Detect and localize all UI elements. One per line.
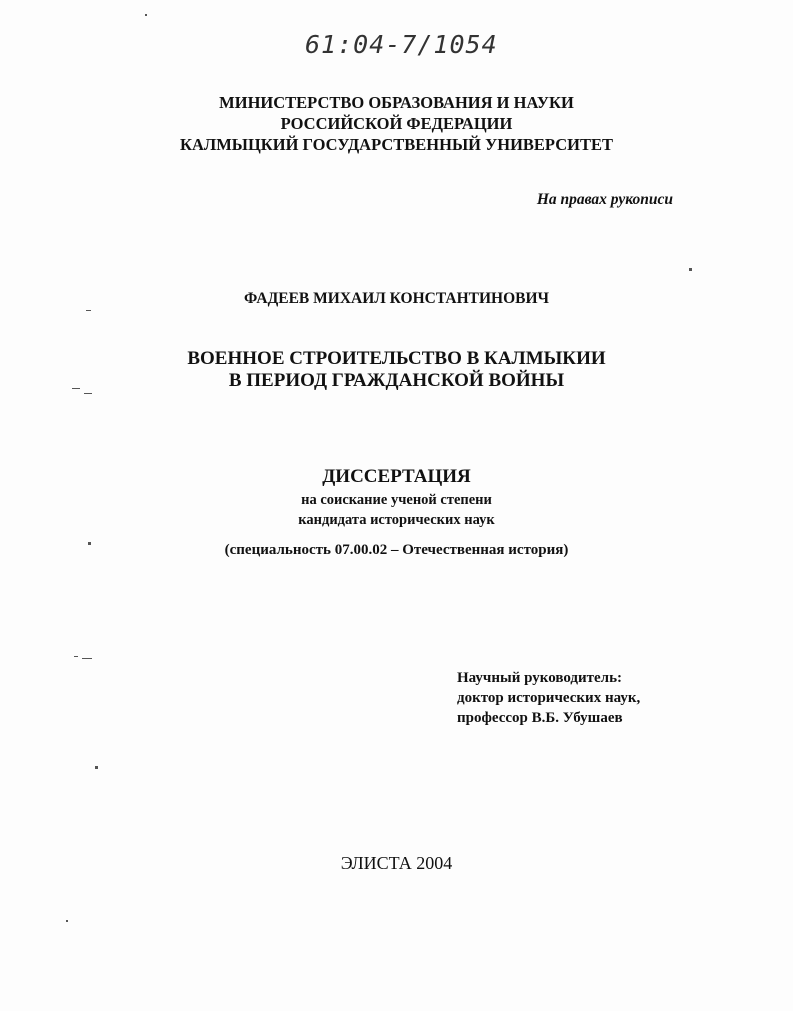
dissertation-title: [0, 348, 793, 392]
work-type: ДИССЕРТАЦИЯ: [322, 466, 471, 487]
title-line: ВОЕННОЕ СТРОИТЕЛЬСТВО В КАЛМЫКИИ: [187, 348, 606, 369]
scan-speck: [72, 388, 80, 389]
scan-speck: [84, 393, 92, 394]
scan-speck: [88, 542, 91, 545]
author-name: ФАДЕЕВ МИХАИЛ КОНСТАНТИНОВИЧ: [244, 290, 549, 307]
scan-speck: [74, 656, 78, 657]
university-line: КАЛМЫЦКИЙ ГОСУДАРСТВЕННЫЙ УНИВЕРСИТЕТ: [180, 135, 613, 154]
title-line: В ПЕРИОД ГРАЖДАНСКОЙ ВОЙНЫ: [228, 370, 565, 391]
scan-speck: [145, 14, 147, 16]
degree-line: кандидата исторических наук: [298, 512, 495, 528]
scan-speck: [82, 658, 92, 659]
rights-note: На правах рукописи: [536, 191, 673, 208]
scientific-advisor: [457, 668, 640, 728]
ministry-line: МИНИСТЕРСТВО ОБРАЗОВАНИЯ И НАУКИ: [219, 93, 574, 112]
advisor-line: Научный руководитель:: [457, 670, 622, 686]
city-year: ЭЛИСТА 2004: [340, 853, 453, 873]
scan-speck: [689, 268, 692, 271]
ministry-header: [0, 92, 793, 155]
scan-speck: [95, 766, 98, 769]
scan-speck: [66, 920, 68, 922]
specialty-line: (специальность 07.00.02 – Отечественная история): [224, 542, 569, 558]
degree-statement: [0, 490, 793, 530]
degree-line: на соискание ученой степени: [301, 492, 492, 508]
advisor-line: профессор В.Б. Убушаев: [457, 710, 623, 726]
ministry-line: РОССИЙСКОЙ ФЕДЕРАЦИИ: [280, 114, 513, 133]
scan-speck: [86, 310, 91, 311]
advisor-line: доктор исторических наук,: [457, 690, 641, 706]
catalog-number: 61:04-7/1054: [305, 30, 498, 59]
